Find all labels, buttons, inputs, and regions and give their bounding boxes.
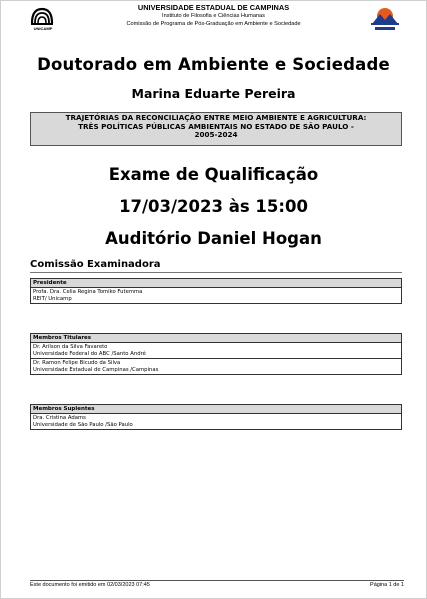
section-presidente (30, 278, 402, 304)
unicamp-logo-caption: UNICAMP (33, 26, 53, 31)
member-name: Profa. Dra. Celia Regina Tomiko Futemma (33, 289, 143, 295)
member-name: Dr. Ramon Felipe Bicudo da Silva (33, 360, 121, 366)
student-name: Marina Eduarte Pereira (131, 86, 296, 101)
member-affiliation: REIT/ Unicamp (33, 295, 72, 302)
committee-title: Comissão Examinadora (30, 259, 161, 270)
member-name: Dr. Arilson da Silva Favareto (33, 344, 108, 350)
footer-divider (30, 580, 404, 581)
program-title: Doutorado em Ambiente e Sociedade (37, 55, 390, 74)
issue-date-note: Este documento foi emitido em 02/03/2023 07:45 (30, 582, 150, 588)
section-heading: Membros Suplentes (31, 405, 401, 414)
member-affiliation: Universidade Estadual de Campinas /Campinas (33, 366, 159, 373)
page-counter: Página 1 de 1 (370, 582, 404, 588)
university-name: UNIVERSIDADE ESTADUAL DE CAMPINAS (137, 3, 290, 12)
section-titulares (30, 333, 402, 375)
commission-name: Comissão de Programa de Pós-Graduação em Ambiente e Sociedade (126, 21, 301, 27)
institute-name: Instituto de Filosofia e Ciências Humanas (162, 13, 265, 19)
section-suplentes (30, 404, 402, 430)
committee-divider (30, 272, 402, 273)
member-entry (31, 343, 401, 358)
exam-title: Exame de Qualificação (108, 165, 319, 184)
thesis-title-box (30, 112, 402, 146)
thesis-title-line3: 2005-2024 (194, 130, 238, 139)
exam-place: Auditório Daniel Hogan (105, 229, 322, 248)
section-heading: Presidente (31, 279, 401, 288)
member-affiliation: Universidade de São Paulo /São Paulo (33, 421, 133, 428)
exam-datetime: 17/03/2023 às 15:00 (119, 197, 308, 216)
ambiente-sociedade-logo-icon (366, 6, 404, 34)
member-entry (31, 288, 401, 303)
thesis-title-line1: TRAJETÓRIAS DA RECONCILIAÇÃO ENTRE MEIO AMBIENTE E AGRICULTURA: (65, 113, 367, 122)
member-name: Dra. Cristina Adams (33, 415, 86, 421)
thesis-title-line2: TRÊS POLÍTICAS PÚBLICAS AMBIENTAIS NO ESTADO DE SÃO PAULO - (78, 121, 354, 131)
member-entry (31, 414, 401, 429)
member-affiliation: Universidade Federal do ABC /Santo André (33, 350, 146, 357)
document-header (60, 3, 367, 28)
section-heading: Membros Titulares (31, 334, 401, 343)
member-entry (31, 358, 401, 374)
